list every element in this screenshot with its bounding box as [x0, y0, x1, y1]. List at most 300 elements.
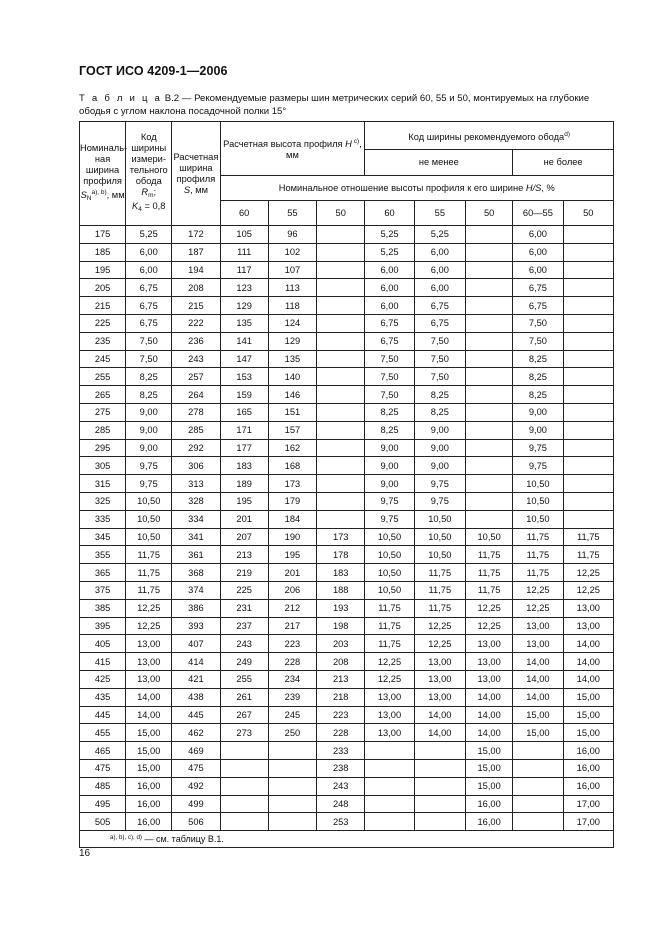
- table-cell: 15,00: [466, 777, 513, 795]
- document-title: ГОСТ ИСО 4209-1—2006: [79, 64, 228, 78]
- table-cell: [317, 314, 365, 332]
- table-cell: 12,25: [466, 617, 513, 635]
- table-cell: 243: [317, 777, 365, 795]
- table-row: [80, 368, 614, 386]
- table-cell: [466, 439, 513, 457]
- table-cell: 14,00: [414, 706, 465, 724]
- header-series: 60: [220, 201, 268, 226]
- table-cell: 462: [172, 724, 220, 742]
- table-cell: 438: [172, 688, 220, 706]
- table-cell: [563, 510, 613, 528]
- header-series: 60: [365, 201, 414, 226]
- table-cell: [317, 261, 365, 279]
- table-cell: 243: [172, 350, 220, 368]
- table-cell: 405: [80, 635, 126, 653]
- table-cell: 9,75: [513, 439, 563, 457]
- table-cell: [466, 332, 513, 350]
- table-cell: 168: [268, 457, 316, 475]
- table-cell: 153: [220, 368, 268, 386]
- table-cell: 421: [172, 670, 220, 688]
- table-cell: [365, 759, 414, 777]
- table-row: [80, 653, 614, 671]
- table-row: [80, 403, 614, 421]
- table-cell: 13,00: [466, 653, 513, 671]
- table-cell: 6,00: [513, 243, 563, 261]
- table-row: [80, 243, 614, 261]
- table-cell: 10,50: [365, 546, 414, 564]
- table-cell: 11,75: [466, 564, 513, 582]
- header-design-height: Расчетная высота профиля H $^{c)}$, мм: [220, 122, 365, 176]
- table-cell: 245: [80, 350, 126, 368]
- table-cell: 11,75: [365, 635, 414, 653]
- table-cell: 193: [317, 599, 365, 617]
- table-cell: 140: [268, 368, 316, 386]
- table-cell: 305: [80, 457, 126, 475]
- table-cell: 6,00: [414, 261, 465, 279]
- table-row: [80, 261, 614, 279]
- table-cell: 10,50: [466, 528, 513, 546]
- table-cell: 223: [268, 635, 316, 653]
- table-cell: 10,50: [414, 510, 465, 528]
- table-cell: 10,50: [365, 581, 414, 599]
- table-cell: [563, 421, 613, 439]
- table-cell: [563, 226, 613, 244]
- table-row: [80, 439, 614, 457]
- table-cell: 8,25: [513, 368, 563, 386]
- table-cell: 113: [268, 279, 316, 297]
- table-cell: 207: [220, 528, 268, 546]
- table-cell: 178: [317, 546, 365, 564]
- header-aspect-ratio: Номинальное отношение высоты профиля к его ширине H/S, %: [220, 176, 613, 201]
- table-cell: [317, 386, 365, 404]
- table-cell: 213: [317, 670, 365, 688]
- table-cell: 189: [220, 475, 268, 493]
- table-cell: 9,75: [126, 457, 172, 475]
- table-cell: 102: [268, 243, 316, 261]
- table-cell: [466, 279, 513, 297]
- table-cell: 201: [220, 510, 268, 528]
- table-cell: 13,00: [466, 670, 513, 688]
- table-cell: 415: [80, 653, 126, 671]
- table-cell: 6,00: [126, 261, 172, 279]
- table-cell: 7,50: [365, 368, 414, 386]
- table-cell: 6,00: [414, 243, 465, 261]
- table-cell: 395: [80, 617, 126, 635]
- table-cell: 183: [317, 564, 365, 582]
- table-row: [80, 226, 614, 244]
- table-cell: 9,00: [513, 421, 563, 439]
- table-cell: 341: [172, 528, 220, 546]
- table-cell: 499: [172, 795, 220, 813]
- table-cell: 9,00: [414, 439, 465, 457]
- table-cell: 11,75: [466, 581, 513, 599]
- table-cell: 9,00: [126, 403, 172, 421]
- table-cell: 16,00: [466, 813, 513, 831]
- table-cell: [317, 457, 365, 475]
- table-cell: 15,00: [126, 724, 172, 742]
- table-cell: 11,75: [414, 581, 465, 599]
- table-cell: [414, 742, 465, 760]
- table-cell: 475: [172, 759, 220, 777]
- table-row: [80, 759, 614, 777]
- table-cell: [466, 457, 513, 475]
- table-cell: 5,25: [126, 226, 172, 244]
- table-cell: [317, 279, 365, 297]
- table-cell: 10,50: [513, 510, 563, 528]
- table-cell: 15,00: [466, 759, 513, 777]
- table-cell: 147: [220, 350, 268, 368]
- table-cell: 203: [317, 635, 365, 653]
- table-row: [80, 688, 614, 706]
- table-cell: 135: [268, 350, 316, 368]
- table-cell: 10,50: [365, 528, 414, 546]
- table-cell: 8,25: [365, 421, 414, 439]
- table-cell: 9,00: [126, 439, 172, 457]
- table-cell: 233: [317, 742, 365, 760]
- table-cell: [563, 386, 613, 404]
- table-cell: 14,00: [513, 688, 563, 706]
- table-cell: 8,25: [414, 403, 465, 421]
- table-cell: 249: [220, 653, 268, 671]
- table-cell: [466, 475, 513, 493]
- table-cell: 208: [317, 653, 365, 671]
- table-cell: 7,50: [414, 332, 465, 350]
- table-cell: 325: [80, 492, 126, 510]
- table-cell: 253: [317, 813, 365, 831]
- header-series: 55: [268, 201, 316, 226]
- table-cell: 6,75: [414, 314, 465, 332]
- table-cell: 237: [220, 617, 268, 635]
- table-cell: 14,00: [563, 635, 613, 653]
- table-cell: [317, 297, 365, 315]
- table-cell: 15,00: [513, 706, 563, 724]
- table-cell: 12,25: [513, 581, 563, 599]
- table-cell: 6,00: [513, 226, 563, 244]
- table-cell: [317, 439, 365, 457]
- table-cell: [414, 777, 465, 795]
- table-cell: 190: [268, 528, 316, 546]
- table-cell: 157: [268, 421, 316, 439]
- table-cell: 243: [220, 635, 268, 653]
- table-cell: 11,75: [365, 599, 414, 617]
- table-cell: 13,00: [414, 653, 465, 671]
- table-cell: [466, 350, 513, 368]
- table-row: [80, 581, 614, 599]
- table-cell: [268, 795, 316, 813]
- table-cell: 14,00: [466, 706, 513, 724]
- table-row: [80, 742, 614, 760]
- table-cell: 5,25: [414, 226, 465, 244]
- table-cell: 201: [268, 564, 316, 582]
- table-cell: 9,00: [414, 421, 465, 439]
- header-nominal-width: Номиналь- ная ширина профиля $S_N^{a), b)}$, мм: [80, 122, 126, 226]
- table-row: [80, 706, 614, 724]
- table-cell: 16,00: [126, 795, 172, 813]
- table-cell: 7,50: [365, 386, 414, 404]
- table-cell: 445: [172, 706, 220, 724]
- table-cell: 248: [317, 795, 365, 813]
- table-cell: 9,75: [126, 475, 172, 493]
- table-cell: 194: [172, 261, 220, 279]
- table-cell: 165: [220, 403, 268, 421]
- table-cell: 159: [220, 386, 268, 404]
- table-cell: [220, 759, 268, 777]
- table-cell: 9,75: [513, 457, 563, 475]
- table-cell: 11,75: [466, 546, 513, 564]
- table-cell: 10,50: [365, 564, 414, 582]
- table-row: [80, 350, 614, 368]
- table-cell: 6,75: [365, 314, 414, 332]
- table-cell: 151: [268, 403, 316, 421]
- table-cell: 172: [172, 226, 220, 244]
- table-cell: 6,00: [365, 261, 414, 279]
- table-cell: 13,00: [126, 670, 172, 688]
- table-cell: 15,00: [563, 724, 613, 742]
- table-cell: 16,00: [563, 759, 613, 777]
- table-cell: 386: [172, 599, 220, 617]
- table-cell: [563, 439, 613, 457]
- table-cell: 6,00: [365, 279, 414, 297]
- table-cell: 141: [220, 332, 268, 350]
- table-cell: 455: [80, 724, 126, 742]
- table-cell: [466, 314, 513, 332]
- table-cell: 295: [80, 439, 126, 457]
- table-cell: [563, 403, 613, 421]
- table-cell: 217: [268, 617, 316, 635]
- table-cell: 505: [80, 813, 126, 831]
- table-cell: 11,75: [126, 581, 172, 599]
- table-cell: 7,50: [513, 314, 563, 332]
- table-cell: 315: [80, 475, 126, 493]
- table-cell: 7,50: [414, 368, 465, 386]
- table-cell: 10,50: [414, 528, 465, 546]
- table-cell: 10,50: [126, 528, 172, 546]
- table-cell: 11,75: [126, 546, 172, 564]
- table-cell: 135: [220, 314, 268, 332]
- table-cell: [220, 742, 268, 760]
- table-cell: [466, 510, 513, 528]
- table-cell: [563, 297, 613, 315]
- table-cell: 13,00: [513, 617, 563, 635]
- table-cell: 385: [80, 599, 126, 617]
- table-cell: 15,00: [563, 706, 613, 724]
- table-row: [80, 795, 614, 813]
- table-cell: 445: [80, 706, 126, 724]
- table-cell: 129: [268, 332, 316, 350]
- table-cell: 9,00: [126, 421, 172, 439]
- table-cell: 208: [172, 279, 220, 297]
- table-cell: 13,00: [513, 635, 563, 653]
- table-cell: 14,00: [466, 688, 513, 706]
- table-cell: [365, 795, 414, 813]
- table-row: [80, 297, 614, 315]
- caption-label: Т а б л и ц а: [79, 93, 163, 104]
- table-cell: 9,75: [414, 475, 465, 493]
- table-cell: 6,75: [126, 279, 172, 297]
- table-cell: [466, 226, 513, 244]
- table-cell: 9,00: [365, 439, 414, 457]
- table-cell: 13,00: [365, 724, 414, 742]
- tire-size-table: [79, 121, 614, 848]
- table-cell: [317, 421, 365, 439]
- table-cell: [365, 813, 414, 831]
- table-cell: [268, 742, 316, 760]
- table-row: [80, 528, 614, 546]
- table-cell: 9,00: [414, 457, 465, 475]
- table-cell: 111: [220, 243, 268, 261]
- table-cell: 414: [172, 653, 220, 671]
- table-cell: 6,75: [126, 297, 172, 315]
- table-cell: [268, 813, 316, 831]
- table-cell: 6,75: [513, 279, 563, 297]
- table-cell: 14,00: [563, 653, 613, 671]
- table-row: [80, 475, 614, 493]
- table-cell: 355: [80, 546, 126, 564]
- table-cell: 10,50: [126, 510, 172, 528]
- table-cell: 257: [172, 368, 220, 386]
- table-cell: 105: [220, 226, 268, 244]
- table-cell: [563, 457, 613, 475]
- table-cell: [466, 368, 513, 386]
- table-cell: 179: [268, 492, 316, 510]
- table-cell: 187: [172, 243, 220, 261]
- table-cell: 11,75: [563, 546, 613, 564]
- table-cell: 16,00: [563, 742, 613, 760]
- table-cell: 7,50: [126, 350, 172, 368]
- table-cell: 13,00: [466, 635, 513, 653]
- table-cell: [317, 492, 365, 510]
- table-cell: [466, 421, 513, 439]
- table-cell: 12,25: [466, 599, 513, 617]
- table-cell: 12,25: [126, 617, 172, 635]
- table-cell: [563, 350, 613, 368]
- table-cell: 6,75: [513, 297, 563, 315]
- table-cell: 250: [268, 724, 316, 742]
- table-body: [80, 226, 614, 831]
- table-row: [80, 279, 614, 297]
- table-cell: 184: [268, 510, 316, 528]
- table-cell: 5,25: [365, 243, 414, 261]
- table-cell: 13,00: [365, 688, 414, 706]
- table-cell: [563, 261, 613, 279]
- table-cell: 9,00: [365, 475, 414, 493]
- table-cell: 267: [220, 706, 268, 724]
- table-cell: 17,00: [563, 813, 613, 831]
- table-cell: [268, 777, 316, 795]
- table-cell: [563, 243, 613, 261]
- table-cell: 435: [80, 688, 126, 706]
- table-cell: 10,50: [513, 475, 563, 493]
- table-cell: 239: [268, 688, 316, 706]
- table-cell: 11,75: [414, 599, 465, 617]
- header-rim-code: Код ширины измери- тельного обода $R_m$; $K_4 = 0,8$: [126, 122, 172, 226]
- table-cell: 215: [80, 297, 126, 315]
- table-cell: 235: [80, 332, 126, 350]
- table-cell: 16,00: [563, 777, 613, 795]
- table-cell: [220, 795, 268, 813]
- table-cell: 13,00: [414, 670, 465, 688]
- table-cell: 9,75: [414, 492, 465, 510]
- table-cell: [268, 759, 316, 777]
- table-cell: 313: [172, 475, 220, 493]
- table-cell: [563, 332, 613, 350]
- table-cell: 11,75: [513, 564, 563, 582]
- table-cell: 162: [268, 439, 316, 457]
- table-cell: 8,25: [513, 350, 563, 368]
- table-cell: 96: [268, 226, 316, 244]
- header-design-width: Расчетная ширина профиля S, мм: [172, 122, 220, 226]
- table-cell: [317, 368, 365, 386]
- table-cell: 15,00: [466, 742, 513, 760]
- table-cell: 13,00: [563, 617, 613, 635]
- table-cell: 173: [317, 528, 365, 546]
- table-cell: 9,75: [365, 510, 414, 528]
- table-cell: 5,25: [365, 226, 414, 244]
- table-cell: [317, 332, 365, 350]
- table-cell: 117: [220, 261, 268, 279]
- table-cell: 16,00: [126, 813, 172, 831]
- table-cell: 9,00: [365, 457, 414, 475]
- table-row: [80, 617, 614, 635]
- table-cell: 188: [317, 581, 365, 599]
- table-cell: 12,25: [414, 635, 465, 653]
- table-cell: 175: [80, 226, 126, 244]
- table-cell: 492: [172, 777, 220, 795]
- table-cell: 195: [80, 261, 126, 279]
- table-row: [80, 635, 614, 653]
- header-series: 50: [466, 201, 513, 226]
- table-cell: [414, 813, 465, 831]
- table-cell: 222: [172, 314, 220, 332]
- table-row: [80, 421, 614, 439]
- table-cell: 365: [80, 564, 126, 582]
- header-min: не менее: [365, 150, 513, 176]
- table-cell: 238: [317, 759, 365, 777]
- table-cell: 219: [220, 564, 268, 582]
- table-cell: [414, 759, 465, 777]
- table-cell: 345: [80, 528, 126, 546]
- table-cell: [317, 403, 365, 421]
- table-cell: 374: [172, 581, 220, 599]
- table-cell: [317, 475, 365, 493]
- table-cell: 334: [172, 510, 220, 528]
- table-cell: 285: [80, 421, 126, 439]
- table-cell: 255: [220, 670, 268, 688]
- table-cell: 12,25: [563, 581, 613, 599]
- table-row: [80, 492, 614, 510]
- table-cell: 14,00: [513, 670, 563, 688]
- table-cell: 7,50: [414, 350, 465, 368]
- table-cell: 11,75: [513, 546, 563, 564]
- table-cell: [365, 742, 414, 760]
- table-cell: 124: [268, 314, 316, 332]
- table-cell: 225: [220, 581, 268, 599]
- table-cell: 6,75: [414, 297, 465, 315]
- table-cell: 195: [220, 492, 268, 510]
- table-cell: 6,00: [126, 243, 172, 261]
- table-cell: 14,00: [563, 670, 613, 688]
- table-cell: 328: [172, 492, 220, 510]
- table-cell: 13,00: [126, 653, 172, 671]
- table-cell: 123: [220, 279, 268, 297]
- table-cell: 218: [317, 688, 365, 706]
- table-cell: 6,75: [365, 332, 414, 350]
- table-cell: 264: [172, 386, 220, 404]
- table-cell: [466, 261, 513, 279]
- table-cell: 469: [172, 742, 220, 760]
- table-cell: 10,50: [513, 492, 563, 510]
- table-cell: [317, 226, 365, 244]
